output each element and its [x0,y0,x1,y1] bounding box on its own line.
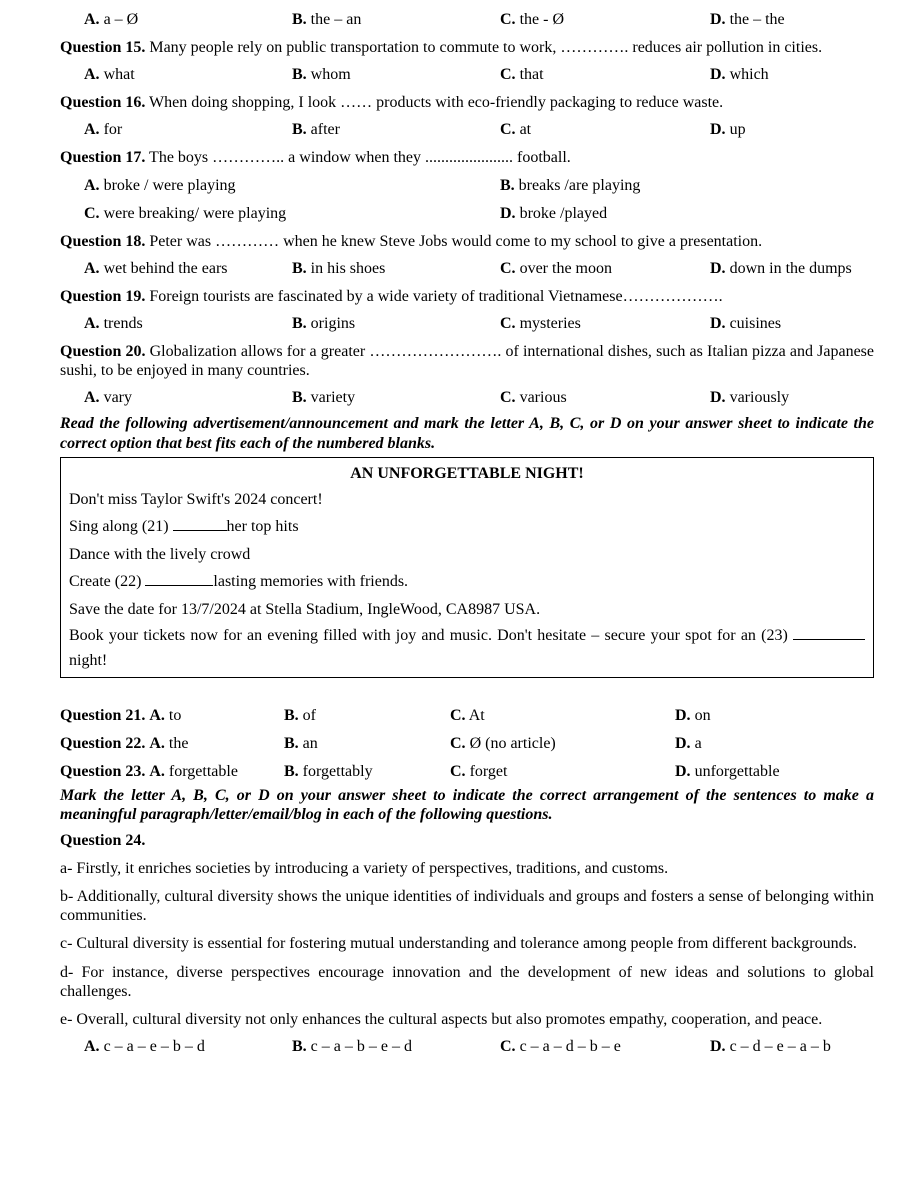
q23-option-d: D. unforgettable [675,763,780,781]
q14-option-c: C. the - Ø [500,11,564,28]
q15-option-d: D. which [710,66,769,84]
q15-option-c: C. that [500,66,544,84]
q17-options-row1 [60,176,874,198]
q18-option-d: D. down in the dumps [710,259,852,277]
q24-option-a: A. c – a – e – b – d [84,1038,205,1056]
ad-line-2: Sing along (21) her top hits [69,518,299,536]
q21-label-and-a: Question 21. A. to [60,707,182,725]
advertisement-box [60,457,874,679]
q22-label-and-a: Question 22. A. the [60,735,189,753]
q23-option-b: B. forgettably [284,763,373,781]
q24-sentence-c: c- Cultural diversity is essential for fostering mutual understanding and tolerance among people from different backgrounds. [60,935,857,953]
blank-23 [793,625,865,640]
q21-option-b: B. of [284,707,316,725]
ad-line-4: Create (22) lasting memories with friends. [69,573,409,591]
q23-option-c: C. forget [450,763,508,781]
q22-options [60,734,874,762]
q22-option-d: D. a [675,735,702,753]
q19-options [60,314,874,336]
section-instruction-advertisement: Read the following advertisement/announcement and mark the letter A, B, C, or D on your answer sheet to indicate the correct option that best fits each of the numbered blanks. [60,415,874,452]
q24-sentence-e: e- Overall, cultural diversity not only enhances the cultural aspects but also promotes empathy, cooperation, and peace. [60,1010,823,1028]
q22-option-b: B. an [284,735,318,753]
q24-label: Question 24. [60,831,146,849]
q19-option-d: D. cuisines [710,314,782,332]
q14-option-a: A. a – Ø [84,11,139,28]
q23-options [60,762,874,790]
q17-option-c: C. were breaking/ were playing [84,204,287,222]
q21-option-d: D. on [675,707,711,725]
q17-option-b: B. breaks /are playing [500,176,641,194]
q20-option-b: B. variety [292,389,356,407]
q18-option-b: B. in his shoes [292,259,386,277]
q16-stem: Question 16. When doing shopping, I look …… products with eco-friendly packaging to reduce waste. [60,94,724,112]
q15-option-a: A. what [84,66,135,84]
q17-options-row2 [60,204,874,226]
q24-option-d: D. c – d – e – a – b [710,1038,831,1056]
exam-page [60,0,874,1059]
q18-option-a: A. wet behind the ears [84,259,228,277]
q14-option-d: D. the – the [710,11,785,28]
q18-options [60,259,874,281]
q17-option-a: A. broke / were playing [84,176,236,194]
q16-option-a: A. for [84,121,123,139]
advertisement-title: AN UNFORGETTABLE NIGHT! [350,464,584,482]
q19-stem: Question 19. Foreign tourists are fascinated by a wide variety of traditional Vietnamese………………. [60,287,723,305]
q19-option-a: A. trends [84,314,143,332]
q20-option-a: A. vary [84,389,132,407]
q16-option-d: D. up [710,121,746,139]
section-instruction-arrangement: Mark the letter A, B, C, or D on your answer sheet to indicate the correct arrangement of the sentences to make a meaningful paragraph/letter/email/blog in each of the following questions. [60,787,874,824]
q15-option-b: B. whom [292,66,351,84]
q16-options [60,120,874,142]
q24-option-c: C. c – a – d – b – e [500,1038,621,1056]
q21-options [60,706,874,734]
q20-stem: Question 20. Globalization allows for a greater ……………………. of international dishes, such as Italian pizza and Japanese sushi, to be enjoyed in many countries. [60,342,874,380]
q18-stem: Question 18. Peter was ………… when he knew Steve Jobs would come to my school to give a presentation. [60,232,763,250]
q24-sentence-a: a- Firstly, it enriches societies by introducing a variety of perspectives, traditions, and customs. [60,859,669,877]
q19-option-c: C. mysteries [500,314,581,332]
ad-line-6: Book your tickets now for an evening filled with joy and music. Don't hesitate – secure your spot for an (23) night! [69,623,865,673]
q15-options [60,65,874,87]
ad-line-1: Don't miss Taylor Swift's 2024 concert! [69,490,323,508]
answer-grid-21-23 [60,706,874,790]
q24-sentence-d: d- For instance, diverse perspectives encourage innovation and the development of new ideas and solutions to global challenges. [60,963,874,1000]
blank-21 [173,516,227,531]
q20-option-c: C. various [500,389,567,407]
ad-line-5: Save the date for 13/7/2024 at Stella Stadium, IngleWood, CA8987 USA. [69,600,541,618]
q20-option-d: D. variously [710,389,790,407]
q16-option-c: C. at [500,121,532,139]
ad-line-3: Dance with the lively crowd [69,545,251,563]
q17-option-d: D. broke /played [500,204,608,222]
q21-option-c: C. At [450,707,485,725]
q15-stem: Question 15. Many people rely on public transportation to commute to work, …………. reduces air pollution in cities. [60,39,823,56]
blank-22 [145,571,213,586]
q24-sentence-b: b- Additionally, cultural diversity shows the unique identities of individuals and groups and fosters a sense of belonging within communities. [60,887,874,925]
q14-options [60,10,874,32]
q16-option-b: B. after [292,121,340,139]
q18-option-c: C. over the moon [500,259,612,277]
q17-stem: Question 17. The boys ………….. a window when they ...................... football. [60,149,571,167]
q24-options [60,1037,874,1059]
q22-option-c: C. Ø (no article) [450,735,556,753]
q19-option-b: B. origins [292,314,356,332]
q24-option-b: B. c – a – b – e – d [292,1038,412,1056]
q20-options [60,388,874,410]
q23-label-and-a: Question 23. A. forgettable [60,763,238,781]
q14-option-b: B. the – an [292,11,362,28]
